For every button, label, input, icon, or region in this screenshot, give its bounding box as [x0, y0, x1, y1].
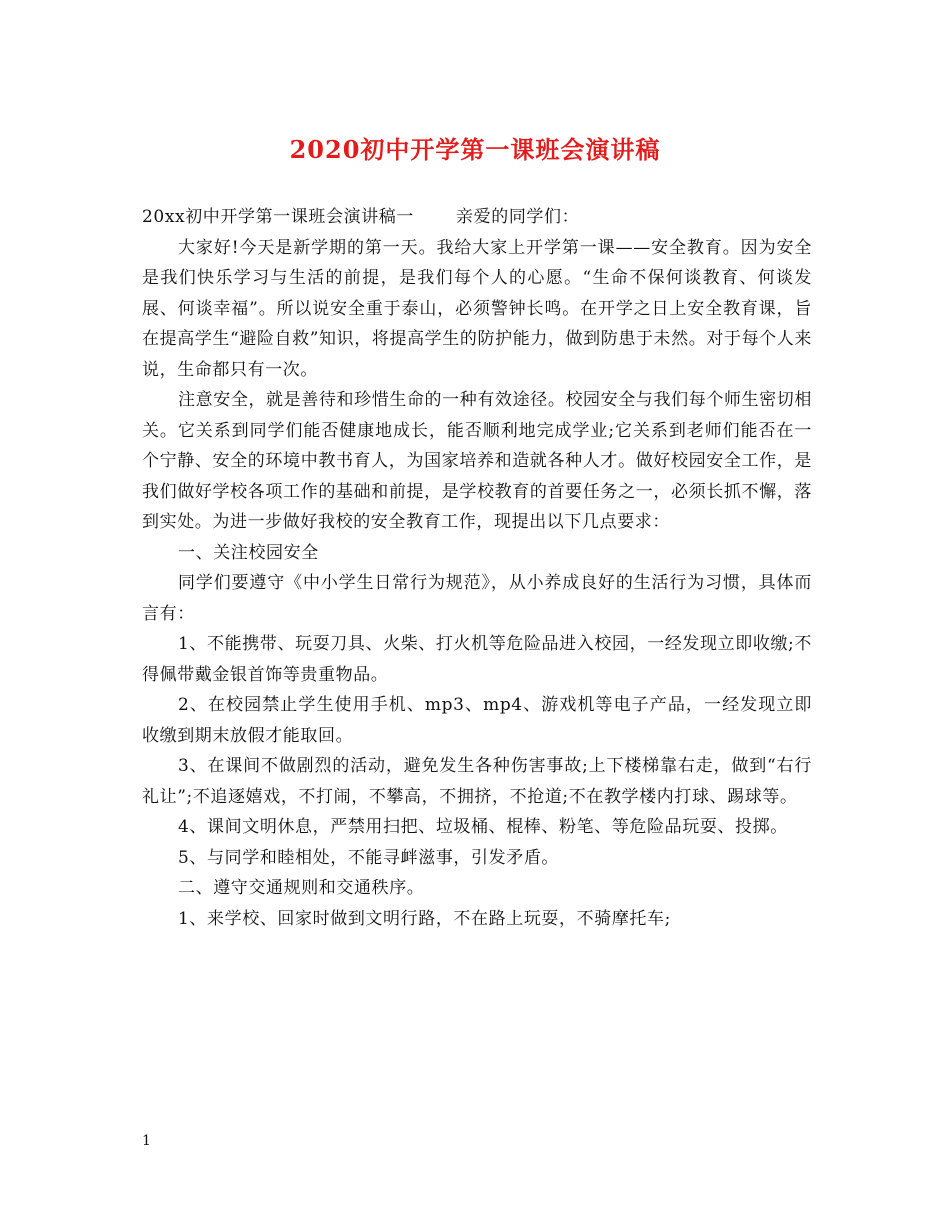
- document-body: [142, 202, 812, 934]
- traffic-item-1: 1、来学校、回家时做到文明行路，不在路上玩耍，不骑摩托车;: [178, 908, 671, 929]
- paragraph-2: 注意安全，就是善待和珍惜生命的一种有效途径。校园安全与我们每个师生密切相关。它关系到同学们能否健康地成长，能否顺利地完成学业;它关系到老师们能否在一个宁静、安全的环境中教书育人，为国家培养和造就各种人才。做好校园安全工作，是我们做好学校各项工作的基础和前提，是学校教育的首要任务之一，必须长抓不懈，落到实处。为进一步做好我校的安全教育工作，现提出以下几点要求：: [142, 390, 812, 532]
- list-item-2: 2、在校园禁止学生使用手机、mp3、mp4、游戏机等电子产品，一经发现立即收缴到期末放假才能取回。: [142, 695, 812, 746]
- document-subtitle: 20xx初中开学第一课班会演讲稿一: [142, 207, 415, 227]
- list-item-1: 1、不能携带、玩耍刀具、火柴、打火机等危险品进入校园，一经发现立即收缴;不得佩带戴金银首饰等贵重物品。: [142, 634, 812, 685]
- section-heading-1: 一、关注校园安全: [178, 542, 319, 563]
- list-item-3: 3、在课间不做剧烈的活动，避免发生各种伤害事故;上下楼梯靠右走，做到“右行礼让”;不追逐嬉戏，不打闹，不攀高，不拥挤，不抢道;不在教学楼内打球、踢球等。: [142, 756, 812, 807]
- paragraph-1: 大家好!今天是新学期的第一天。我给大家上开学第一课——安全教育。因为安全是我们快乐学习与生活的前提，是我们每个人的心愿。“生命不保何谈教育、何谈发展、何谈幸福”。所以说安全重于泰山，必须警钟长鸣。在开学之日上安全教育课，旨在提高学生“避险自救”知识，将提高学生的防护能力，做到防患于未然。对于每个人来说，生命都只有一次。: [142, 237, 812, 380]
- opening-line: [142, 202, 812, 233]
- salutation: 亲爱的同学们：: [456, 207, 580, 227]
- section-heading-2: 二、遵守交通规则和交通秩序。: [178, 878, 425, 898]
- paragraph-3: 同学们要遵守《中小学生日常行为规范》，从小养成良好的生活行为习惯，具体而言有：: [142, 573, 812, 624]
- list-item-5: 5、与同学和睦相处，不能寻衅滋事，引发矛盾。: [178, 847, 560, 868]
- list-item-4: 4、课间文明休息，严禁用扫把、垃圾桶、棍棒、粉笔、等危险品玩耍、投掷。: [178, 817, 788, 837]
- document-title: 2020初中开学第一课班会演讲稿: [289, 135, 661, 164]
- page-number: 1: [142, 1133, 151, 1149]
